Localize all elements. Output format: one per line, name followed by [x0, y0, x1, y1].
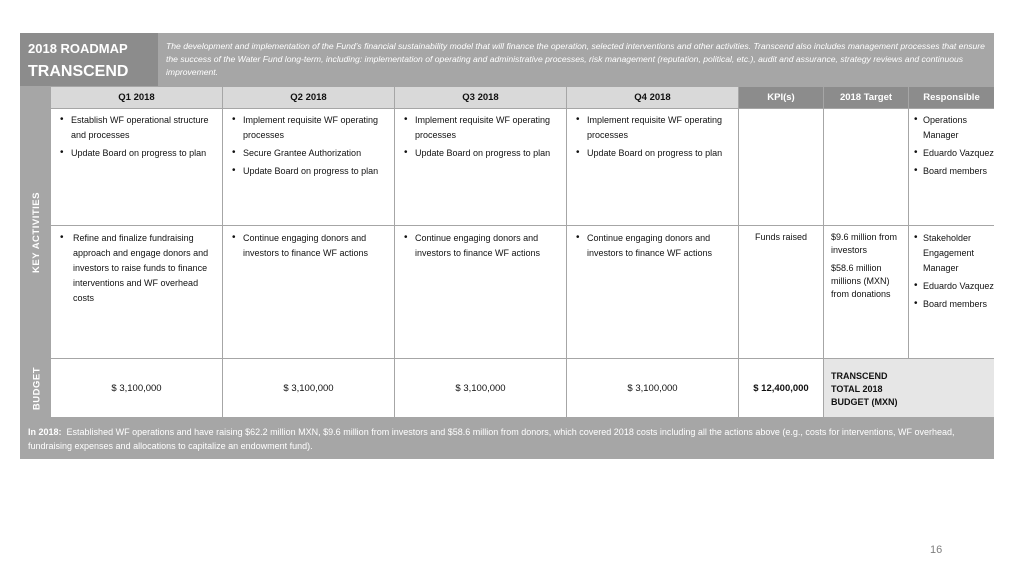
list-item: • Stakeholder Engagement Manager	[913, 231, 994, 276]
col-header-q2: Q2 2018	[223, 87, 394, 108]
cell-r2-responsible	[909, 226, 994, 358]
list-item: • Board members	[913, 297, 994, 312]
roadmap-title: 2018 ROADMAP	[28, 41, 128, 56]
cell-r2-q4	[567, 226, 738, 358]
budget-total-label	[824, 359, 994, 417]
side-label-activities: KEY ACTIVITIES	[31, 192, 42, 273]
cell-r1-q1	[51, 109, 222, 225]
budget-q4: $ 3,100,000	[567, 359, 738, 417]
budget-q1: $ 3,100,000	[51, 359, 222, 417]
cell-r2-q3	[395, 226, 566, 358]
cell-r1-responsible	[909, 109, 994, 225]
budget-label-line: TRANSCEND	[831, 371, 888, 381]
list-item: • Implement requisite WF operating processes	[395, 113, 566, 143]
cell-r2-target	[824, 226, 908, 358]
page-number: 16	[930, 544, 943, 556]
list-item: • Eduardo Vazquez	[913, 146, 994, 161]
list-item: • Establish WF operational structure and processes	[51, 113, 222, 143]
program-description: The development and implementation of the Fund’s financial sustainability model that will finance the operation, selected interventions and other activities. Transcend also includes management processes that ensure the success of the Water Fund long-term, including: implementation of operating and administrative processes, risk management (reputation, political, etc.), audit and assurance, strategy reviews and continuous improvement.	[166, 41, 985, 77]
list-item: • Secure Grantee Authorization	[223, 146, 394, 161]
col-header-q4: Q4 2018	[567, 87, 738, 108]
footer-text: Established WF operations and have raising $62.2 million MXN, $9.6 million from investors and $58.6 million from donors, which covered 2018 costs including all the actions above (e.g., costs for interventions, WF overhead, fundraising expenses and allocations to capitalize an endowment fund).	[28, 427, 955, 451]
list-item: • Implement requisite WF operating processes	[567, 113, 738, 143]
budget-label-line: TOTAL 2018	[831, 384, 883, 394]
list-item: • Continue engaging donors and investors to finance WF actions	[223, 231, 394, 261]
col-header-kpi: KPI(s)	[739, 87, 823, 108]
budget-q3: $ 3,100,000	[395, 359, 566, 417]
col-header-q3: Q3 2018	[395, 87, 566, 108]
list-item: • Update Board on progress to plan	[567, 146, 738, 161]
cell-r1-target	[824, 109, 908, 225]
program-name: TRANSCEND	[28, 63, 129, 80]
list-item: • Update Board on progress to plan	[51, 146, 222, 161]
target-donations: $58.6 million millions (MXN) from donations	[831, 263, 891, 299]
side-label-budget: BUDGET	[31, 366, 43, 411]
cell-r2-q1	[51, 226, 222, 358]
budget-label-line: BUDGET (MXN)	[831, 397, 898, 407]
target-investors: $9.6 million from investors	[831, 232, 898, 255]
cell-r1-kpi	[739, 109, 823, 225]
list-item: • Refine and finalize fundraising approach and engage donors and investors to raise funds to finance interventions and WF overhead costs	[51, 231, 222, 306]
budget-total: $ 12,400,000	[739, 359, 823, 417]
list-item: • Eduardo Vazquez	[913, 279, 994, 294]
list-item: • Implement requisite WF operating processes	[223, 113, 394, 143]
cell-r1-q4	[567, 109, 738, 225]
col-header-q1: Q1 2018	[51, 87, 222, 108]
list-item: • Operations Manager	[913, 113, 994, 143]
list-item: • Continue engaging donors and investors to finance WF actions	[567, 231, 738, 261]
cell-r2-kpi	[739, 226, 823, 358]
list-item: • Update Board on progress to plan	[223, 164, 394, 179]
col-header-target: 2018 Target	[824, 87, 908, 108]
col-header-responsible: Responsible	[909, 87, 994, 108]
list-item: • Update Board on progress to plan	[395, 146, 566, 161]
budget-q2: $ 3,100,000	[223, 359, 394, 417]
summary-footer	[20, 419, 994, 459]
title-block	[20, 33, 158, 86]
cell-r2-q2	[223, 226, 394, 358]
kpi-value: Funds raised	[754, 232, 808, 242]
footer-lead: In 2018:	[28, 427, 62, 437]
cell-r1-q3	[395, 109, 566, 225]
list-item: • Board members	[913, 164, 994, 179]
list-item: • Continue engaging donors and investors to finance WF actions	[395, 231, 566, 261]
cell-r1-q2	[223, 109, 394, 225]
